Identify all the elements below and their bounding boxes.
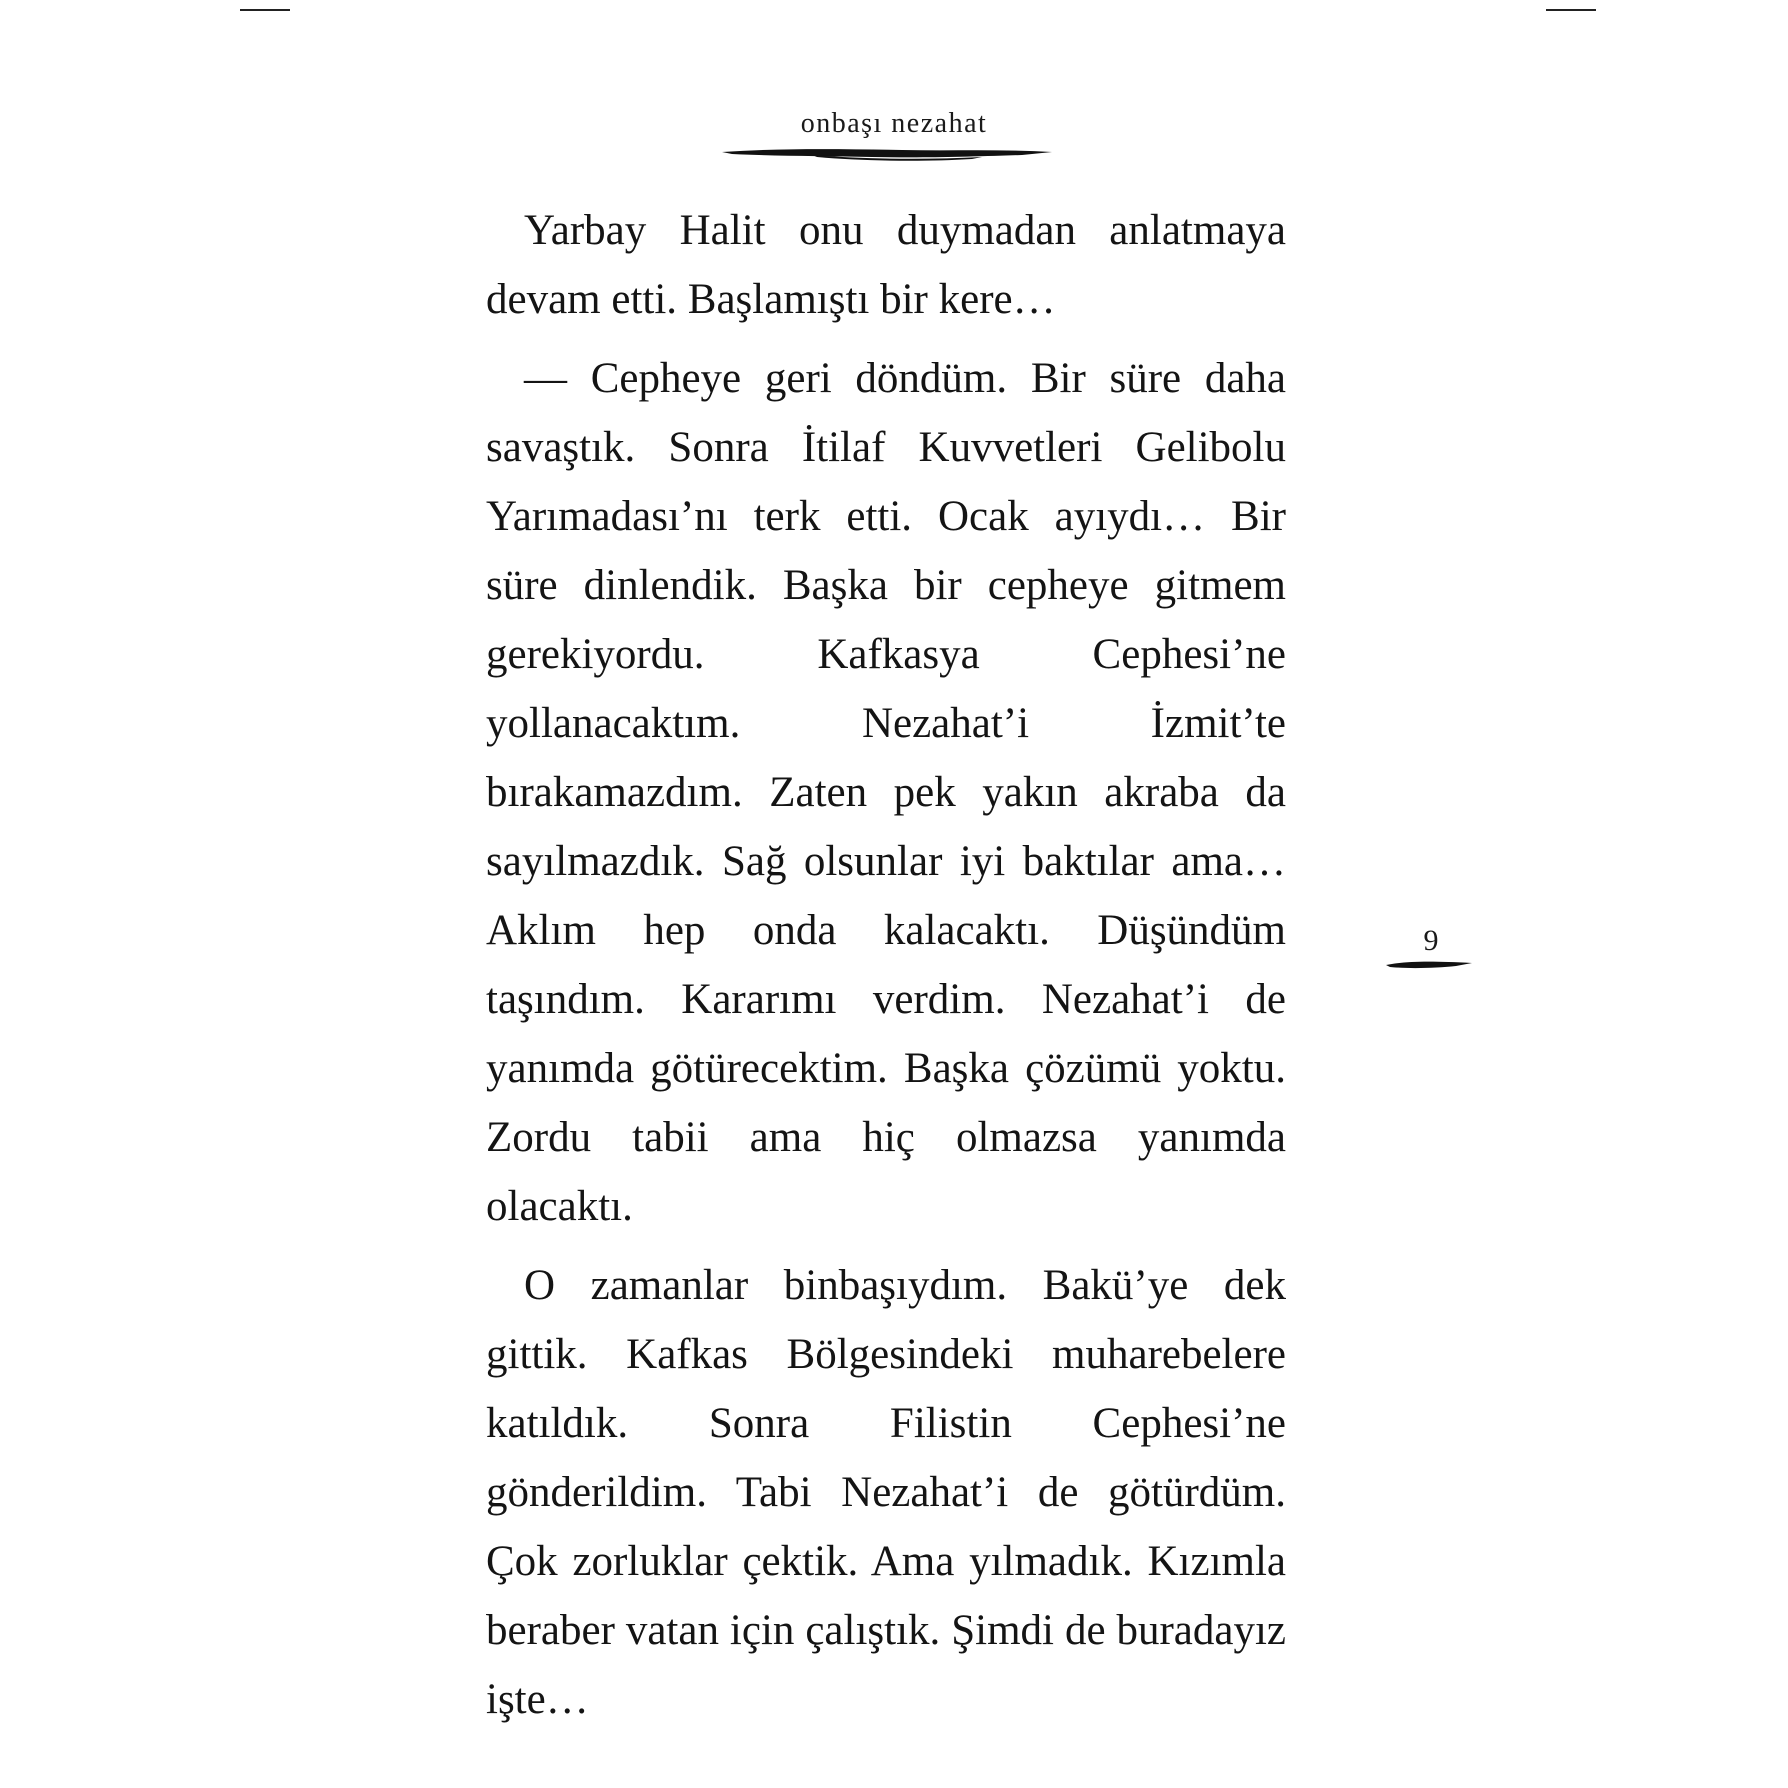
brush-stroke-ornament — [722, 146, 1052, 162]
paragraph-3: O zamanlar binbaşıydım. Bakü’ye dek gittik. Kafkas Bölgesindeki muharebelere katıldık. Sonra Filistin Cephesi’ne gönderildim. Tabi Nezahat’i de götürdüm. Çok zorluklar çektik. Ama yılmadık. Kızımla beraber vatan için çalıştık. Şimdi de buradayız işte… — [486, 1262, 1286, 1723]
crop-mark-right — [1546, 9, 1596, 11]
paragraph-2: — Cepheye geri döndüm. Bir süre daha savaştık. Sonra İtilaf Kuvvetleri Gelibolu Yarımadası’nı terk etti. Ocak ayıydı… Bir süre dinlendik. Başka bir cepheye gitmem gerekiyordu. Kafkasya Cephesi’ne yollanacaktım. Nezahat’i İzmit’te bırakamazdım. Zaten pek yakın akraba da sayılmazdık. Sağ olsunlar iyi baktılar ama… Aklım hep onda kalacaktı. Düşündüm taşındım. Kararımı verdim. Nezahat’i de yanımda götürecektim. Başka çözümü yoktu. Zordu tabii ama hiç olmazsa yanımda olacaktı. — [486, 355, 1286, 1230]
page-number: 9 — [1423, 924, 1439, 957]
body-text — [486, 196, 1286, 1744]
crop-mark-left — [240, 9, 290, 11]
running-head: onbaşı nezahat — [800, 108, 988, 139]
paragraph-1: Yarbay Halit onu duymadan anlatmaya devam etti. Başlamıştı bir kere… — [486, 207, 1286, 323]
page-number-ornament — [1386, 958, 1472, 970]
